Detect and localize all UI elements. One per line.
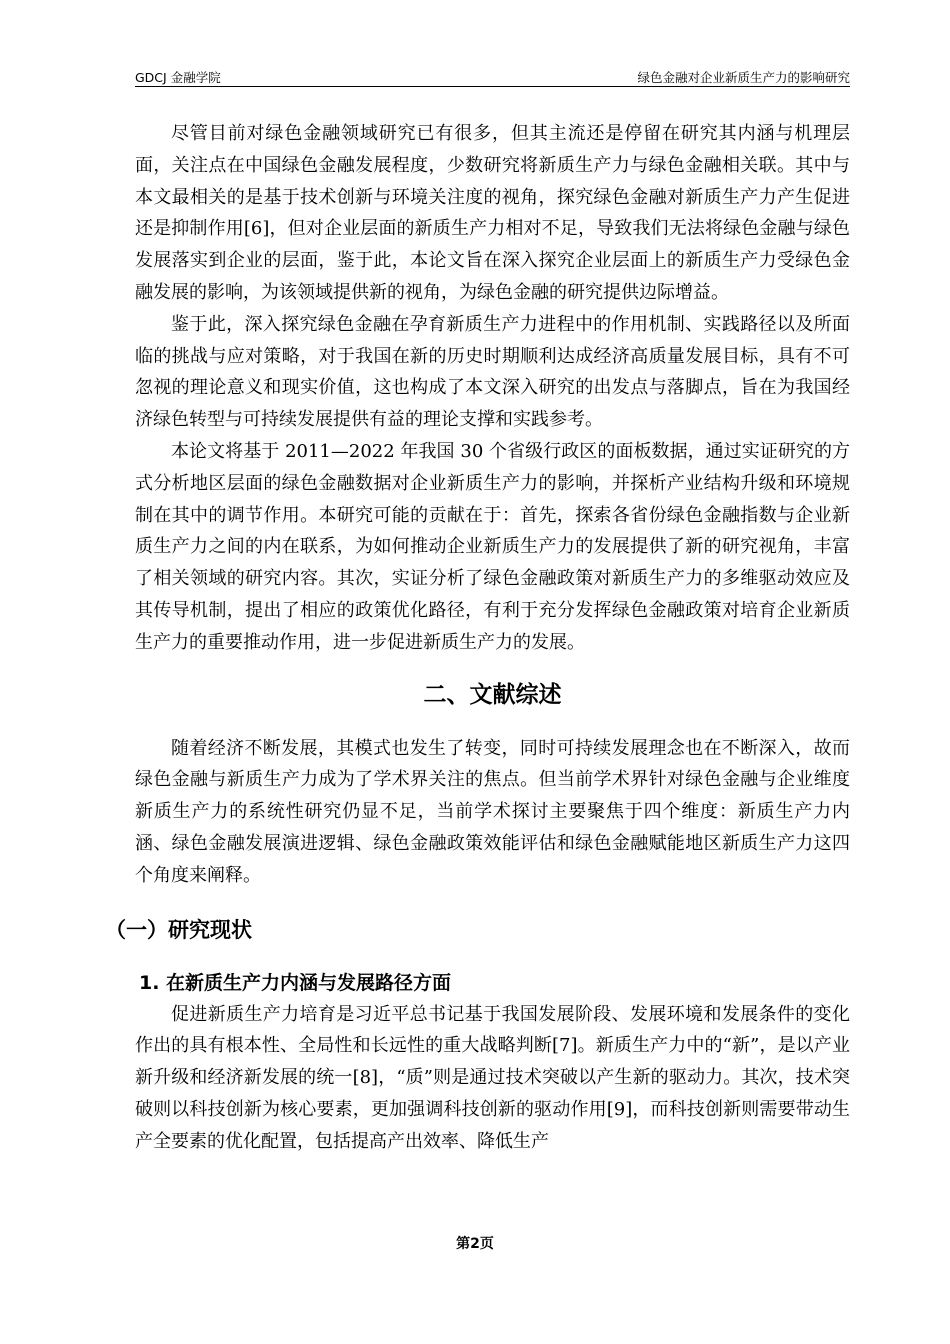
paragraph: 鉴于此，深入探究绿色金融在孕育新质生产力进程中的作用机制、实践路径以及所面临的挑战与应对策略，对于我国在新的历史时期顺利达成经济高质量发展目标，具有不可忽视的理论意义和现实价值，这也构成了本文深入研究的出发点与落脚点，旨在为我国经济绿色转型与可持续发展提供有益的理论支撑和实践参考。 [135, 313, 850, 431]
page-number: 第2页 [456, 1236, 494, 1252]
page-header [135, 66, 850, 87]
section-intro-paragraph: 随着经济不断发展，其模式也发生了转变，同时可持续发展理念也在不断深入，故而绿色金融与新质生产力成为了学术界关注的焦点。但当前学术界针对绿色金融与企业维度新质生产力的系统性研究仍显不足，当前学术探讨主要聚焦于四个维度：新质生产力内涵、绿色金融发展演进逻辑、绿色金融政策效能评估和绿色金融赋能地区新质生产力这四个角度来阐释。 [135, 737, 850, 886]
paragraph: 本论文将基于 2011—2022 年我国 30 个省级行政区的面板数据，通过实证研究的方式分析地区层面的绿色金融数据对企业新质生产力的影响，并探析产业结构升级和环境规制在其中的调节作用。本研究可能的贡献在于：首先，探索各省份绿色金融指数与企业新质生产力之间的内在联系，为如何推动企业新质生产力的发展提供了新的研究视角，丰富了相关领域的研究内容。其次，实证分析了绿色金融政策对新质生产力的多维驱动效应及其传导机制，提出了相应的政策优化路径，有利于充分发挥绿色金融政策对培育企业新质生产力的重要推动作用，进一步促进新质生产力的发展。 [135, 440, 850, 653]
subsubsection-heading: 1. 在新质生产力内涵与发展路径方面 [139, 971, 452, 994]
page-body [105, 118, 850, 1158]
paragraph: 尽管目前对绿色金融领域研究已有很多，但其主流还是停留在研究其内涵与机理层面，关注点在中国绿色金融发展程度，少数研究将新质生产力与绿色金融相关联。其中与本文最相关的是基于技术创新与环境关注度的视角，探究绿色金融对新质生产力产生促进还是抑制作用[6]，但对企业层面的新质生产力相对不足，导致我们无法将绿色金融与绿色发展落实到企业的层面，鉴于此，本论文旨在深入探究企业层面上的新质生产力受绿色金融发展的影响，为该领域提供新的视角，为绿色金融的研究提供边际增益。 [135, 123, 850, 303]
subsection-heading: （一）研究现状 [105, 917, 252, 942]
body-paragraph: 促进新质生产力培育是习近平总书记基于我国发展阶段、发展环境和发展条件的变化作出的具有根本性、全局性和长远性的重大战略判断[7]。新质生产力中的“新”，是以产业新升级和经济新发展的统一[8]，“质”则是通过技术突破以产生新的驱动力。其次，技术突破则以科技创新为核心要素，更加强调科技创新的驱动作用[9]，而科技创新则需要带动生产全要素的优化配置，包括提高产出效率、降低生产 [135, 1003, 850, 1152]
header-institution: GDCJ 金融学院 [135, 70, 221, 85]
header-paper-title: 绿色金融对企业新质生产力的影响研究 [637, 70, 850, 85]
section-heading: 二、文献综述 [423, 681, 562, 708]
